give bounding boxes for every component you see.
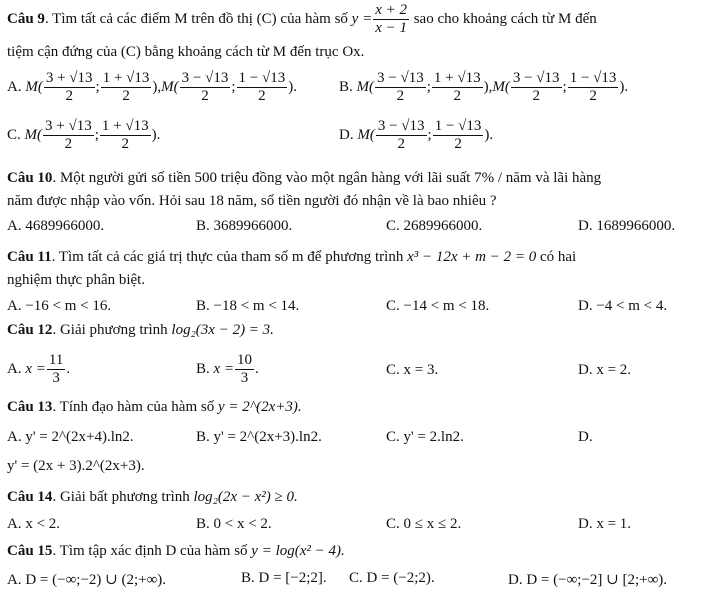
function-fraction xyxy=(373,2,409,37)
fraction: $\frac{11}{3}$ xyxy=(48,352,64,386)
q14-option-a[interactable]: A. x < 2. xyxy=(7,516,61,532)
fraction: $\frac{1 - √13}{2}$ xyxy=(434,118,482,152)
q11-option-a[interactable]: A. −16 < m < 16. xyxy=(7,298,112,314)
fraction: $\frac{1 - √13}{2}$ xyxy=(238,70,286,104)
question-13-statement: Câu 13. Tính đạo hàm của hàm số y = 2^(2x+3). xyxy=(7,399,302,415)
q15-option-d[interactable]: D. D = (−∞;−2] ∪ [2;+∞). xyxy=(508,572,668,588)
q12-option-d[interactable]: D. x = 2. xyxy=(578,362,632,378)
equation: y = log(x² − 4). xyxy=(251,543,345,559)
question-12-statement: Câu 12. Giải phương trình log₂(3x − 2) = 3. xyxy=(7,322,274,338)
option-letter: C. xyxy=(7,126,21,143)
q15-option-b[interactable]: B. D = [−2;2]. xyxy=(241,570,327,586)
question-13-label: Câu 13 xyxy=(7,399,53,415)
point-m: M( xyxy=(25,78,43,95)
question-9-text: . Tìm tất cả các điểm M trên đồ thị (C) của hàm số xyxy=(44,10,352,27)
q10-option-d[interactable]: D. 1689966000. xyxy=(578,218,676,234)
q12-option-b[interactable]: B. x = $\frac{10}{3}$ . xyxy=(196,352,259,386)
question-10-statement: Câu 10. Một người gửi số tiền 500 triệu đồng vào một ngân hàng với lãi suất 7% / năm và lãi hàng xyxy=(7,170,602,186)
q11-option-b[interactable]: B. −18 < m < 14. xyxy=(196,298,300,314)
q9-option-d[interactable]: D. M( $\frac{3 - √13}{2}$ ; $\frac{1 - √13}{2}$ ). xyxy=(339,118,494,152)
question-12-label: Câu 12 xyxy=(7,322,53,338)
question-11-label: Câu 11 xyxy=(7,249,52,265)
fraction: $\frac{1 - √13}{2}$ xyxy=(569,70,617,104)
q11-option-d[interactable]: D. −4 < m < 4. xyxy=(578,298,668,314)
q13-option-b[interactable]: B. y' = 2^(2x+3).ln2. xyxy=(196,429,322,445)
equation: x³ − 12x + m − 2 = 0 xyxy=(407,249,537,265)
q9-option-c[interactable]: C. M( $\frac{3 + √13}{2}$ ; $\frac{1 + √13}{2}$ ). xyxy=(7,118,161,152)
function-numerator: x + 2 xyxy=(375,2,407,18)
q14-option-d[interactable]: D. x = 1. xyxy=(578,516,632,532)
q15-option-c[interactable]: C. D = (−2;2). xyxy=(349,570,435,586)
fraction: $\frac{3 + √13}{2}$ xyxy=(45,70,93,104)
q14-option-b[interactable]: B. 0 < x < 2. xyxy=(196,516,272,532)
q13-option-a[interactable]: A. y' = 2^(2x+4).ln2. xyxy=(7,429,134,445)
q13-option-c[interactable]: C. y' = 2.ln2. xyxy=(386,429,464,445)
question-10-label: Câu 10 xyxy=(7,170,53,186)
equation: log₂(2x − x²) ≥ 0. xyxy=(193,489,298,505)
q10-option-c[interactable]: C. 2689966000. xyxy=(386,218,483,234)
q12-option-a[interactable]: A. x = $\frac{11}{3}$ . xyxy=(7,352,71,386)
equation: y = 2^(2x+3). xyxy=(217,399,302,415)
question-15-statement: Câu 15. Tìm tập xác định D của hàm số y = log(x² − 4). xyxy=(7,543,345,559)
question-14-label: Câu 14 xyxy=(7,489,53,505)
option-letter: B. xyxy=(339,78,353,95)
fraction: $\frac{10}{3}$ xyxy=(237,352,253,386)
q13-option-d[interactable]: D. xyxy=(578,429,593,445)
q15-option-a[interactable]: A. D = (−∞;−2) ∪ (2;+∞). xyxy=(7,572,167,588)
q13-option-d-content[interactable]: y' = (2x + 3).2^(2x+3). xyxy=(7,458,145,474)
question-14-statement: Câu 14. Giải bất phương trình log₂(2x − x²) ≥ 0. xyxy=(7,489,298,505)
equation: log₂(3x − 2) = 3. xyxy=(171,322,274,338)
q10-option-a[interactable]: A. 4689966000. xyxy=(7,218,105,234)
fraction: $\frac{3 - √13}{2}$ xyxy=(181,70,229,104)
question-9-statement-line2: tiệm cận đứng của (C) bằng khoảng cách từ M đến trục Ox. xyxy=(7,44,365,60)
question-10-statement-line2: năm được nhập vào vốn. Hỏi sau 18 năm, số tiền người đó nhận về là bao nhiêu ? xyxy=(7,193,497,209)
question-9-label: Câu 9 xyxy=(7,10,45,27)
fraction: $\frac{1 + √13}{2}$ xyxy=(102,70,150,104)
question-9-statement xyxy=(7,2,695,40)
fraction: $\frac{3 - √13}{2}$ xyxy=(512,70,560,104)
option-letter: A. xyxy=(7,78,22,95)
question-11-statement: Câu 11. Tìm tất cả các giá trị thực của tham số m để phương trình x³ − 12x + m − 2 = 0 có hai xyxy=(7,249,577,265)
question-11-statement-line2: nghiệm thực phân biệt. xyxy=(7,272,146,288)
q11-option-c[interactable]: C. −14 < m < 18. xyxy=(386,298,490,314)
function-y: y = xyxy=(351,10,373,27)
q14-option-c[interactable]: C. 0 ≤ x ≤ 2. xyxy=(386,516,462,532)
option-letter: D. xyxy=(339,126,354,143)
question-15-label: Câu 15 xyxy=(7,543,53,559)
fraction: $\frac{3 + √13}{2}$ xyxy=(45,118,92,152)
q9-option-b[interactable]: B. M( $\frac{3 - √13}{2}$ ; $\frac{1 + √13}{2}$ ),M( $\frac{3 - √13}{2}$ ; $\frac{1 - √13}{2}$ ). xyxy=(339,70,629,104)
fraction: $\frac{1 + √13}{2}$ xyxy=(433,70,481,104)
q12-option-c[interactable]: C. x = 3. xyxy=(386,362,439,378)
function-denominator: x − 1 xyxy=(375,20,407,36)
question-9-text-cont: sao cho khoảng cách từ M đến xyxy=(409,10,597,27)
q9-option-a[interactable]: A. M( $\frac{3 + √13}{2}$ ; $\frac{1 + √13}{2}$ ),M( $\frac{3 - √13}{2}$ ; $\frac{1 - √13}{2}$ ). xyxy=(7,70,297,104)
fraction: $\frac{3 - √13}{2}$ xyxy=(377,70,424,104)
fraction: $\frac{3 - √13}{2}$ xyxy=(377,118,425,152)
fraction: $\frac{1 + √13}{2}$ xyxy=(101,118,149,152)
q10-option-b[interactable]: B. 3689966000. xyxy=(196,218,293,234)
